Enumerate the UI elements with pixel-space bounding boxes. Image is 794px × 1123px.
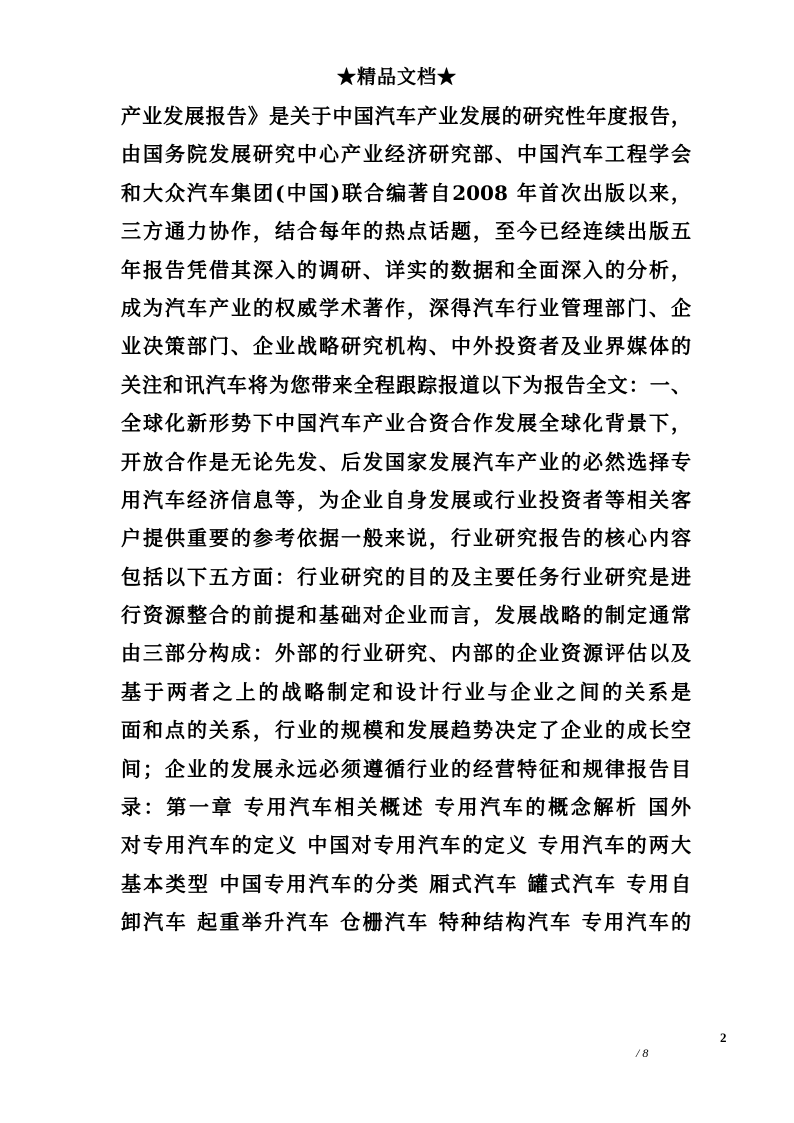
- body-line-11: 用汽车经济信息等，为企业自身发展或行业投资者等相关客: [121, 487, 691, 512]
- body-line-8: 关注和讯汽车将为您带来全程跟踪报道以下为报告全文：一、: [121, 372, 691, 397]
- body-line-19: 录：第一章 专用汽车相关概述 专用汽车的概念解析 国外: [121, 795, 691, 820]
- body-line-2: 由国务院发展研究中心产业经济研究部、中国汽车工程学会: [121, 142, 691, 167]
- document-header-title: ★精品文档★: [336, 66, 457, 88]
- body-line-20: 对专用汽车的定义 中国对专用汽车的定义 专用汽车的两大: [121, 833, 691, 858]
- page-total: / 8: [636, 1046, 649, 1060]
- body-line-14: 行资源整合的前提和基础对企业而言，发展战略的制定通常: [121, 603, 691, 628]
- body-line-3: 和大众汽车集团(中国)联合编著自2008 年首次出版以来，: [121, 180, 691, 205]
- body-line-13: 包括以下五方面：行业研究的目的及主要任务行业研究是进: [121, 564, 691, 589]
- body-line-17: 面和点的关系，行业的规模和发展趋势决定了企业的成长空: [121, 718, 691, 743]
- document-body: [121, 97, 691, 942]
- body-line-5: 年报告凭借其深入的调研、详实的数据和全面深入的分析，: [121, 257, 691, 282]
- body-line-16: 基于两者之上的战略制定和设计行业与企业之间的关系是: [121, 679, 691, 704]
- body-line-6: 成为汽车产业的权威学术著作，深得汽车行业管理部门、企: [121, 295, 691, 320]
- body-line-18: 间；企业的发展永远必须遵循行业的经营特征和规律报告目: [121, 756, 691, 781]
- body-line-9: 全球化新形势下中国汽车产业合资合作发展全球化背景下，: [121, 411, 691, 436]
- body-line-21: 基本类型 中国专用汽车的分类 厢式汽车 罐式汽车 专用自: [121, 871, 691, 896]
- body-line-10: 开放合作是无论先发、后发国家发展汽车产业的必然选择专: [121, 449, 691, 474]
- page-number: 2: [720, 1030, 727, 1045]
- body-line-12: 户提供重要的参考依据一般来说，行业研究报告的核心内容: [121, 526, 691, 551]
- body-line-1: 产业发展报告》是关于中国汽车产业发展的研究性年度报告，: [121, 104, 691, 128]
- body-line-15: 由三部分构成：外部的行业研究、内部的企业资源评估以及: [121, 641, 691, 666]
- body-line-4: 三方通力协作，结合每年的热点话题，至今已经连续出版五: [121, 219, 691, 244]
- body-line-7: 业决策部门、企业战略研究机构、中外投资者及业界媒体的: [121, 334, 691, 359]
- body-line-22: 卸汽车 起重举升汽车 仓栅汽车 特种结构汽车 专用汽车的: [121, 910, 691, 935]
